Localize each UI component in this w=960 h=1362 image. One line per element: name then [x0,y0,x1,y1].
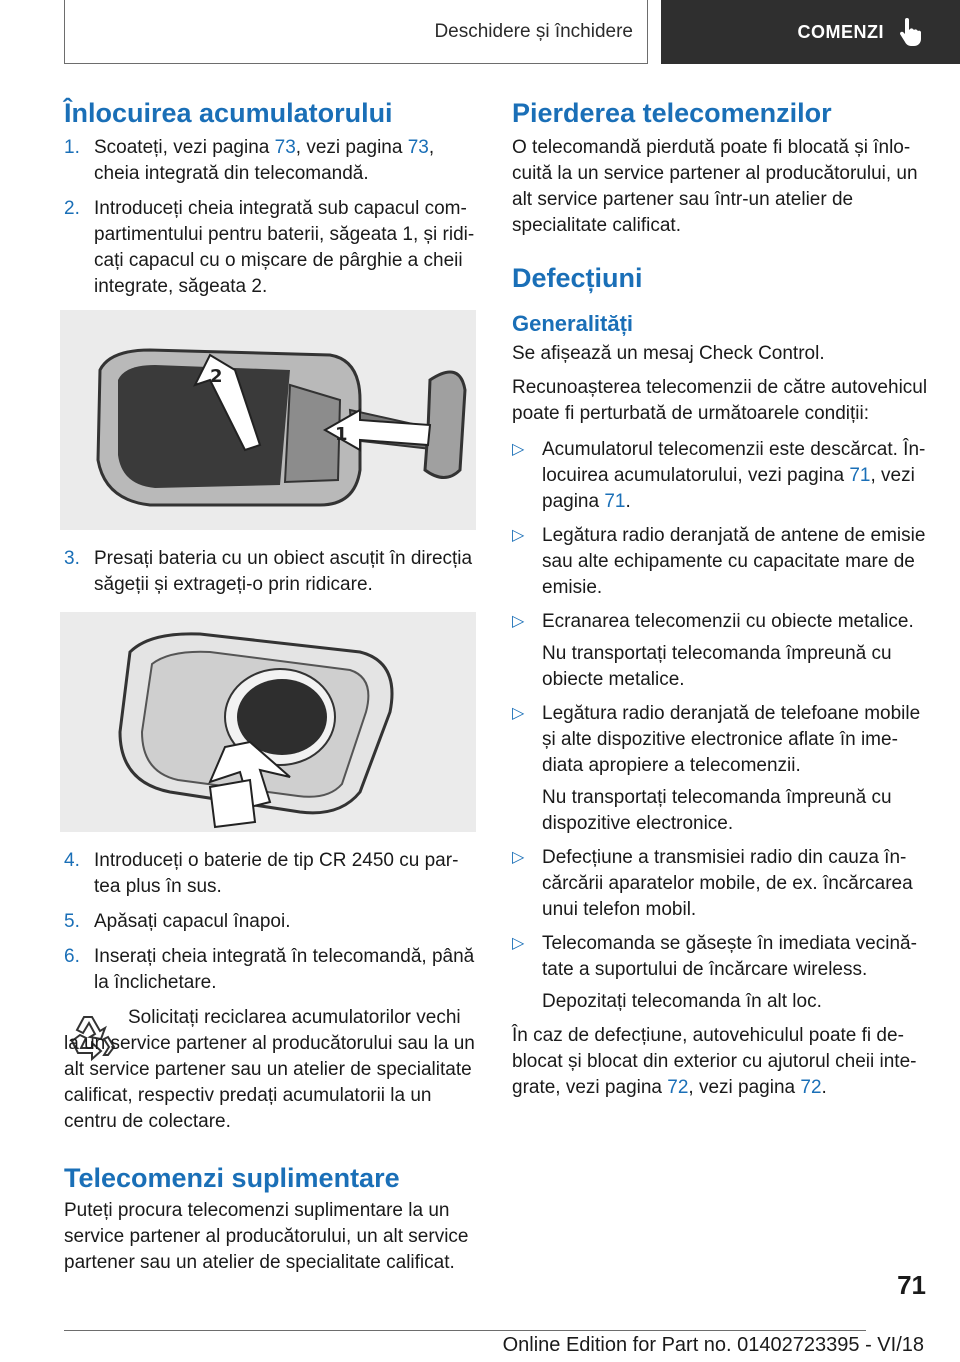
list-item [512,701,928,779]
condition-advice: Nu transportați telecomanda împreună cu dispozitive electronice. [542,786,892,834]
section-title-lost-remotes: Pierderea telecomenzilor [512,98,832,128]
right-column [512,96,928,1101]
key-fob-illustration [60,310,476,530]
step-number: 3. [64,548,80,570]
list-item [64,944,476,996]
condition-advice: Nu transportați telecomanda împreună cu obiecte metalice. [542,642,892,690]
bullet-triangle-icon: ▷ [512,934,525,952]
page-link[interactable]: 71 [849,464,871,486]
header-chapter-tab [661,0,960,64]
extra-remotes-paragraph: Puteți procura telecomenzi suplimentare la un service partener al producătorului, un alt service partener sau un atelier de specialitate calificat. [64,1200,469,1274]
condition-text: Defecțiune a transmisiei radio din cauza încărcării aparatelor mobile, de ex. încărcarea unui telefon mobil. [542,846,913,920]
condition-text: Ecranarea telecomenzii cu obiecte metalice. [542,610,914,632]
left-column [64,96,476,1276]
subsection-title-general: Generalități [512,311,634,337]
conditions-list-2 [512,701,928,779]
arrow-label-1: 1 [335,424,348,446]
recycle-note [64,1005,476,1135]
check-control-paragraph: Se afișează un mesaj Check Control. [512,342,825,364]
condition-text: Telecomanda se găsește în imediata vecinătate a suportului de încărcare wireless. [542,932,917,980]
page-link[interactable]: 71 [604,490,626,512]
step-text: Presați bateria cu un obiect ascuțit în direcția săgeții și extrageți-o prin ridicare. [94,548,473,596]
bullet-triangle-icon: ▷ [512,440,525,458]
conditions-intro-paragraph: Recunoașterea telecomenzii de către autovehicul poate fi perturbată de următoarele condiții: [512,376,928,424]
condition-advice: Depozitați telecomanda în alt loc. [542,990,822,1012]
condition-text: Legătura radio deranjată de telefoane mobile și alte dispozitive electronice aflate în imediata apropiere a telecomenzii. [542,702,921,776]
condition-text: Acumulatorul telecomenzii este descărcat. Înlocuirea acumulatorului, vezi pagina 71, vezi pagina 71. [542,438,926,512]
lost-remotes-paragraph: O telecomandă pierdută poate fi blocată și înlocuită la un service partener al producătorului, un alt service partener sau într-un atelier de specialitate calificat. [512,137,918,237]
step-number: 2. [64,198,80,220]
section-title-battery: Înlocuirea acumulatorului [64,98,393,128]
page-link[interactable]: 72 [800,1076,822,1098]
list-item [64,196,476,300]
page-number: 71 [897,1270,926,1300]
figure-battery-removal [60,612,476,832]
step-text: Inserați cheia integrată în telecomandă, până la înclichetare. [94,946,475,994]
conditions-list-3 [512,845,928,983]
conditions-list [512,437,928,635]
bullet-triangle-icon: ▷ [512,704,525,722]
list-item [512,845,928,923]
step-text: Scoateți, vezi pagina 73, vezi pagina 73, cheia integrată din telecomandă. [94,137,435,185]
section-title-malfunctions: Defecțiuni [512,263,643,294]
footer-divider [64,1330,866,1331]
recycle-note-text: Solicitați reciclarea acumulatorilor vechi la un service partener al producătorului sau la un alt service partener sau un atelier de specialitate calificat, respectiv predați acumulatorii la un centru de colectare. [64,1007,475,1133]
step-number: 4. [64,850,80,872]
list-item [64,848,476,900]
step-text: Apăsați capacul înapoi. [94,911,291,933]
arrow-label-2: 2 [210,366,223,388]
list-item [64,909,476,935]
header-section-title: Deschidere și închidere [434,20,633,42]
list-item [512,523,928,601]
footer-edition: Online Edition for Part no. 01402723395 - VI/18 [502,1334,924,1356]
steps-list-b [64,848,476,996]
list-item [512,931,928,983]
list-item [64,135,476,187]
condition-text: Legătura radio deranjată de antene de emisie sau alte echipamente cu capacitate mare de emisie. [542,524,926,598]
figure-key-battery-cover [60,310,476,530]
battery-removal-illustration [60,612,476,832]
steps-list-3 [64,546,476,598]
step-text: Introduceți o baterie de tip CR 2450 cu partea plus în sus. [94,850,459,898]
header-section-tab [64,0,648,64]
bullet-triangle-icon: ▷ [512,526,525,544]
hand-pointer-icon [898,18,922,46]
fallback-paragraph: În caz de defecțiune, autovehiculul poate fi deblocat și blocat din exterior cu ajutorul cheii integrate, vezi pagina 72, vezi pagina 72. [512,1024,917,1098]
list-item [64,546,476,598]
list-item [512,437,928,515]
page-link[interactable]: 73 [274,137,296,159]
header-chapter-title: COMENZI [797,21,884,42]
page-link[interactable]: 72 [667,1076,689,1098]
list-item [512,609,928,635]
step-number: 6. [64,946,80,968]
page-link[interactable]: 73 [407,137,429,159]
bullet-triangle-icon: ▷ [512,612,525,630]
section-title-extra-remotes: Telecomenzi suplimentare [64,1163,400,1194]
bullet-triangle-icon: ▷ [512,848,525,866]
step-number: 5. [64,911,80,933]
step-number: 1. [64,137,80,159]
step-text: Introduceți cheia integrată sub capacul compartimentului pentru baterii, săgeata 1, și ridicați capacul cu o mișcare de pârghie a cheii integrate, săgeata 2. [94,198,475,298]
steps-list-a [64,135,476,300]
